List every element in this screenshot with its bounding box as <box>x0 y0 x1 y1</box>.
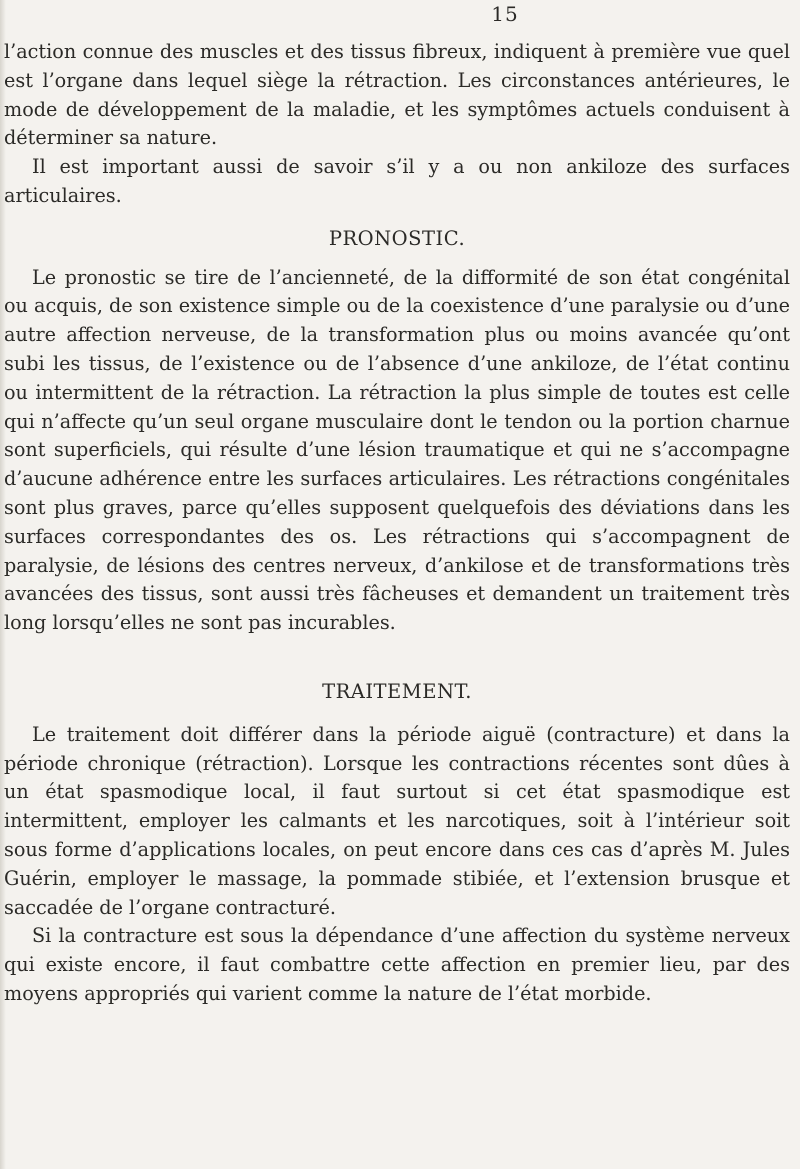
page-number: 15 <box>491 2 519 26</box>
body-text <box>4 38 790 1009</box>
paragraph-pronostic: Le pronostic se tire de l’ancienneté, de la difformité de son état congénital ou acquis, de son existence simple ou de la coexistence d’une paralysie ou d’une autre affection nerveuse, de la transformation plus ou moins avancée qu’ont subi les tissus, de l’existence ou de l’absence d’une ankiloze, de l’état continu ou intermittent de la rétraction. La rétraction la plus simple de toutes est celle qui n’affecte qu’un seul organe musculaire dont le tendon ou la portion charnue sont superficiels, qui résulte d’une lésion traumatique et qui ne s’accompagne d’aucune adhérence entre les surfaces articulaires. Les rétractions congénitales sont plus graves, parce qu’elles supposent quelquefois des déviations dans les surfaces correspondantes des os. Les rétractions qui s’accompagnent de paralysie, de lésions des centres nerveux, d’ankilose et de transformations très avancées des tissus, sont aussi très fâcheuses et demandent un traitement très long lorsqu’elles ne sont pas incurables. <box>4 265 790 635</box>
heading-pronostic: PRONOSTIC. <box>328 226 466 250</box>
paragraph-traitement: Le traitement doit différer dans la période aiguë (contracture) et dans la période chronique (rétraction). Lorsque les contractions récentes sont dûes à un état spasmodique local, il faut surtout si cet état spasmodique est intermittent, employer les calmants et les narcotiques, soit à l’intérieur soit sous forme d’applications locales, on peut encore dans ces cas d’après M. Jules Guérin, employer le massage, la pommade stibiée, et l’extension brusque et saccadée de l’organe contracturé. <box>4 722 790 919</box>
paragraph-ankiloze: Il est important aussi de savoir s’il y a ou non ankiloze des surfaces articulaires. <box>4 155 790 207</box>
paragraph-contracture-nerveuse: Si la contracture est sous la dépendance d’une affection du système nerveux qui existe encore, il faut combattre cette affection en premier lieu, par des moyens appropriés qui varient comme la nature de l’état morbide. <box>4 924 790 1005</box>
paragraph-diagnosis-end: l’action connue des muscles et des tissus fibreux, indiquent à première vue quel est l’organe dans lequel siège la rétraction. Les circonstances antérieures, le mode de développement de la maladie, et les symptômes actuels conduisent à déterminer sa nature. <box>4 40 790 150</box>
heading-traitement: TRAITEMENT. <box>322 679 472 703</box>
